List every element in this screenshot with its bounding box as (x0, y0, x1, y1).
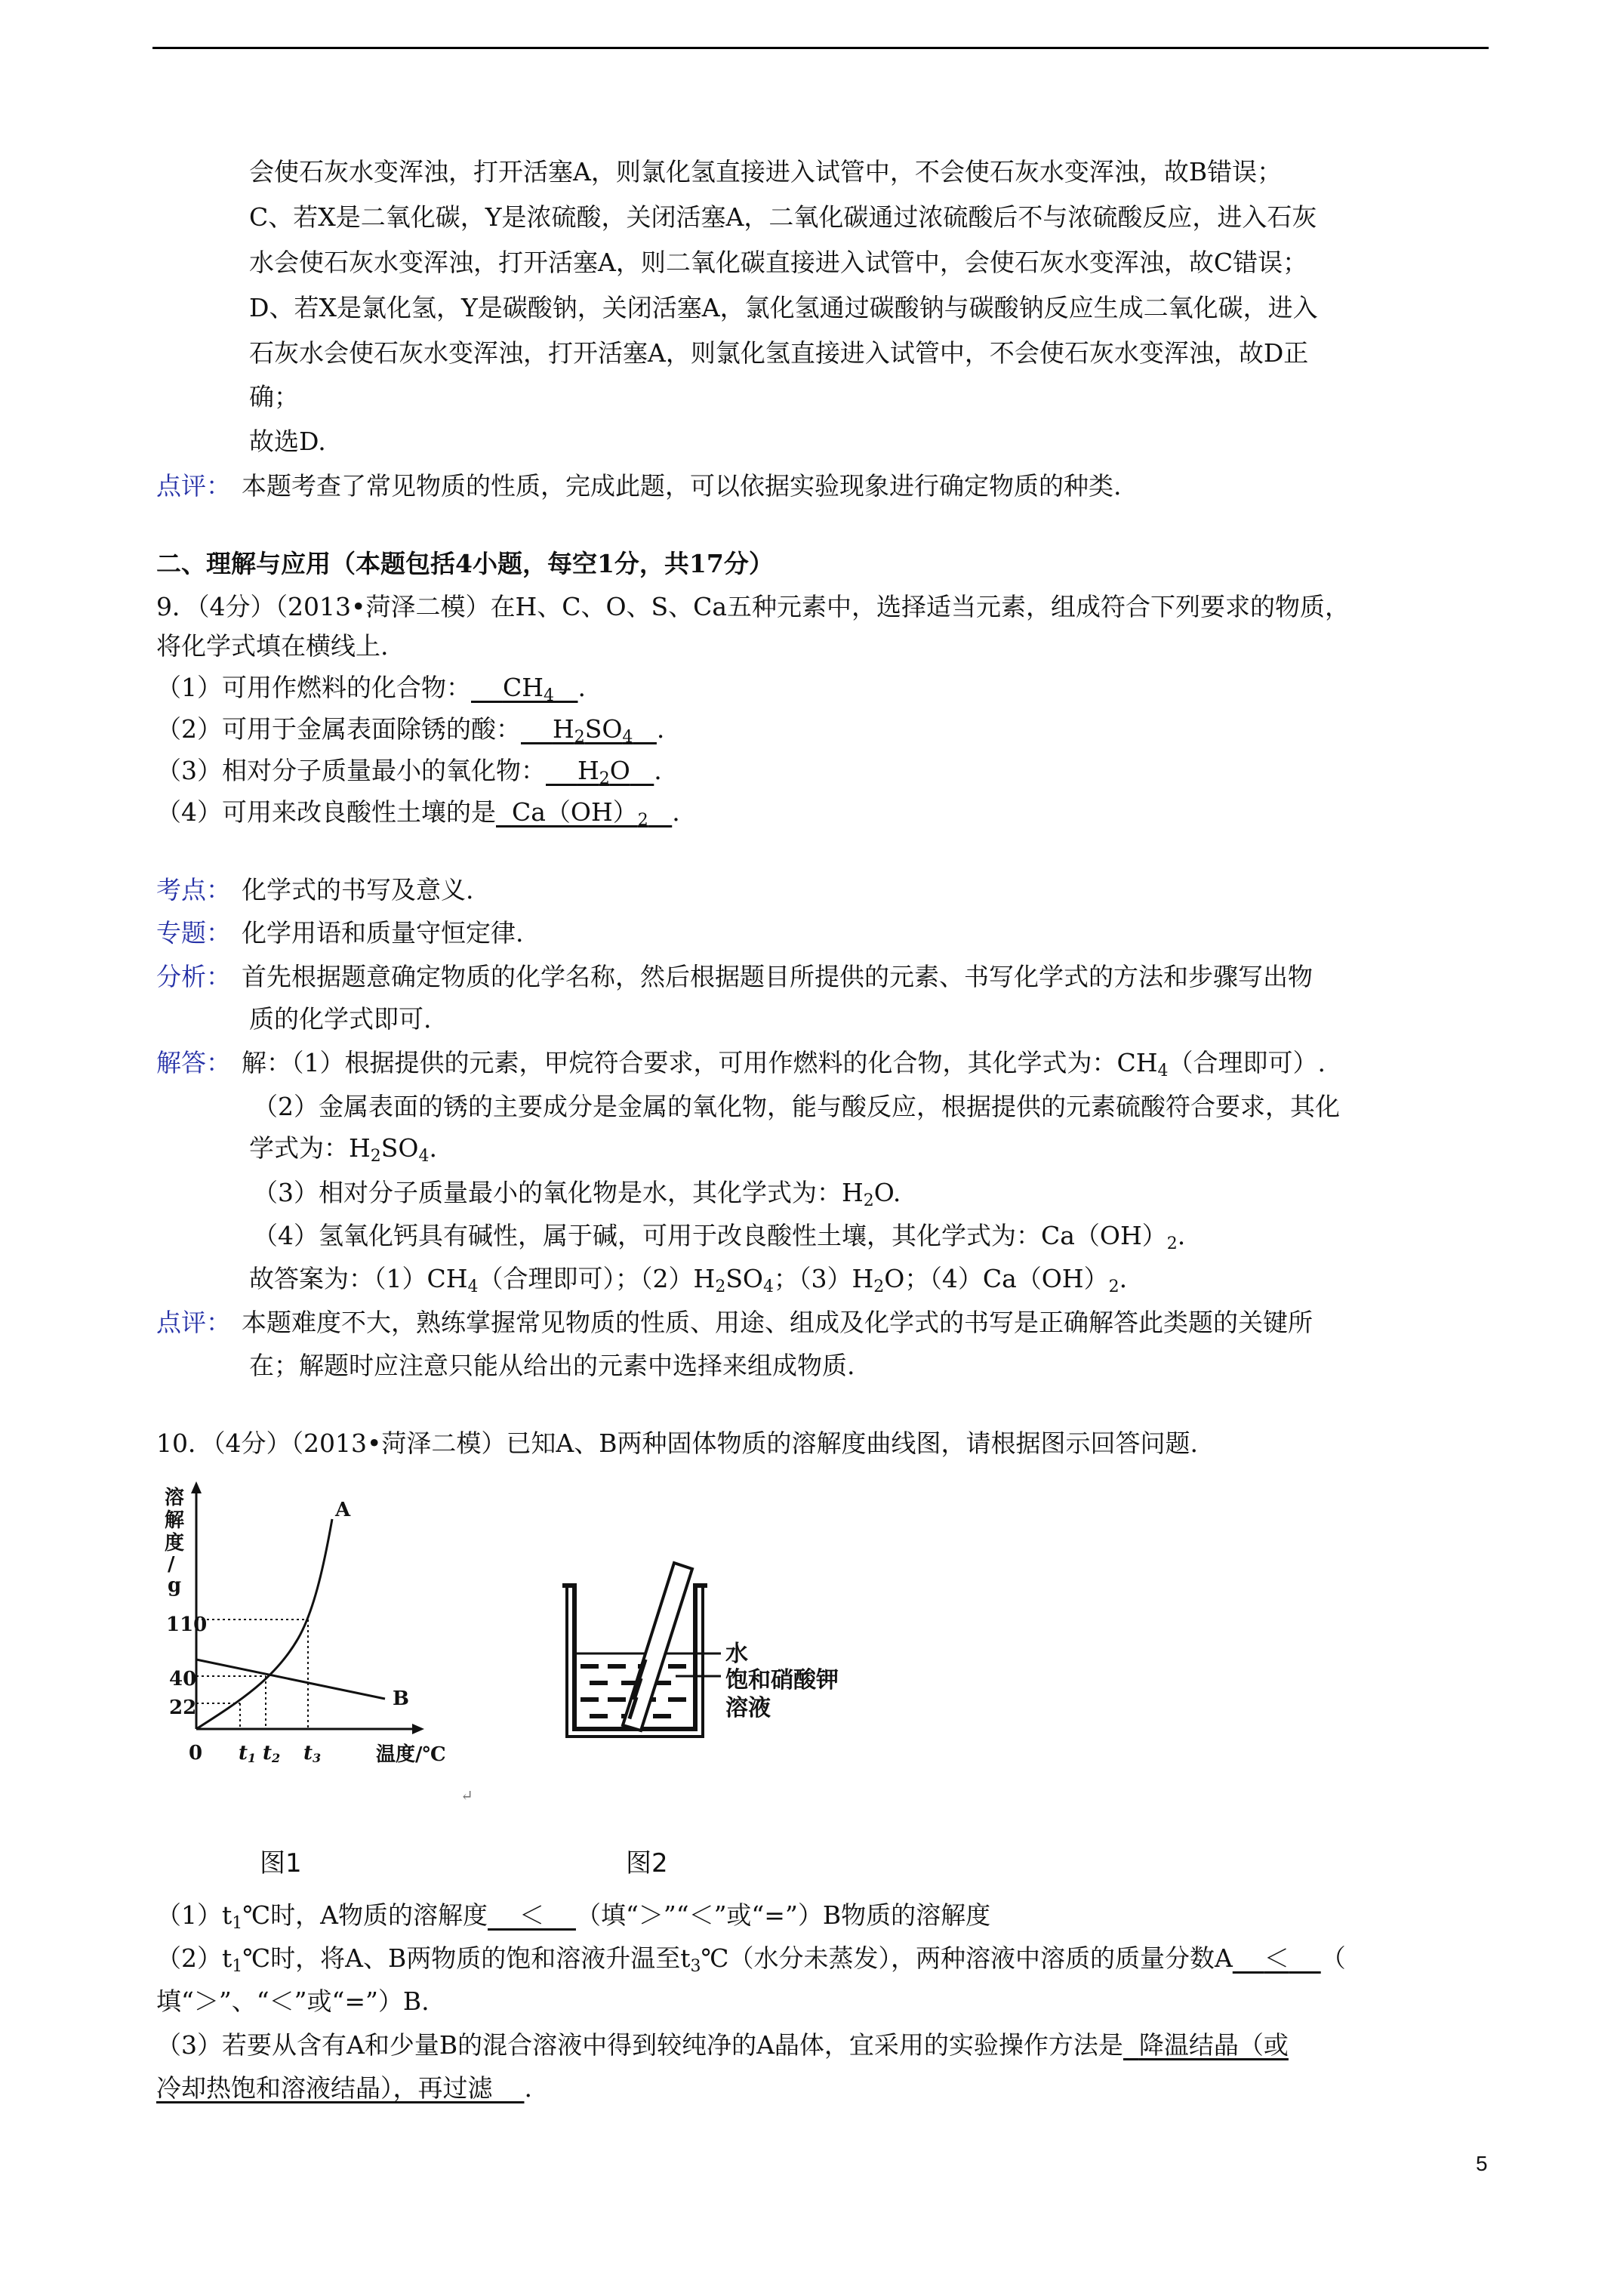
ylabel-char: g (168, 1574, 182, 1597)
series-label-a: A (335, 1499, 351, 1521)
q9-p4-text: （4）可用来改良酸性土壤的是 (156, 797, 496, 827)
q9-stem: 9．（4分）（2013•菏泽二模）在H、C、O、S、Ca五种元素中，选择适当元素，组成符合下列要求的物质， (156, 592, 1350, 621)
q9-p1-text: （1）可用作燃料的化合物： (156, 673, 471, 702)
y-tick-label: 110 (166, 1613, 208, 1636)
y-tick-label: 22 (169, 1697, 197, 1719)
dp-text: 本题难度不大，熟练掌握常见物质的性质、用途、组成及化学式的书写是正确解答此类题的关键所 (242, 1308, 1313, 1337)
q10-p2-answer: ＜ (1264, 1943, 1289, 1973)
q9-p3-text: （3）相对分子质量最小的氧化物： (156, 756, 546, 785)
x-axis-arrow (412, 1724, 424, 1734)
text-line: 学式为：$H_2SO_4$. (249, 1133, 437, 1166)
q9-p4-answer: $Ca(OH)_2$ (511, 797, 648, 830)
x-tick-label: t1 (239, 1742, 257, 1765)
fx-text: 首先根据题意确定物质的化学名称，然后根据题目所提供的元素、书写化学式的方法和步骤写出物 (242, 962, 1313, 991)
text-line: （3）相对分子质量最小的氧化物是水，其化学式为：$H_2O$. (253, 1178, 901, 1210)
kd-label: 考点： (156, 875, 231, 905)
zt-text: 化学用语和质量守恒定律. (242, 918, 524, 948)
q10-part3-cont: 冷却热饱和溶液结晶），再过滤 . (156, 2073, 532, 2103)
kd-row (156, 872, 474, 908)
text-line: 水会使石灰水变浑浊，打开活塞A，则二氧化碳直接进入试管中，会使石灰水变浑浊，故C错误； (249, 248, 1308, 277)
comment-text: 本题考查了常见物质的性质，完成此题，可以依据实验现象进行确定物质的种类. (242, 471, 1122, 501)
x-tick-label: 0 (189, 1742, 203, 1764)
solubility-chart (151, 1480, 483, 1804)
kd-text: 化学式的书写及意义. (242, 875, 474, 905)
text-line: 故选D. (249, 427, 326, 456)
x-tick-label: t2 (263, 1742, 281, 1765)
q9-p3-answer: $H_2O$ (577, 756, 630, 788)
label-solution: 饱和硝酸钾 (725, 1667, 839, 1693)
text-line: 确； (249, 382, 299, 411)
text-line: 会使石灰水变浑浊，打开活塞A，则氯化氢直接进入试管中，不会使石灰水变浑浊，故B错误； (249, 157, 1283, 186)
ylabel-char: 度 (165, 1532, 185, 1555)
fig1-caption: 图1 (260, 1848, 302, 1878)
dp-label: 点评： (156, 1308, 231, 1337)
series-line-a (196, 1519, 332, 1729)
q10-stem: 10．（4分）（2013•菏泽二模）已知A、B两种固体物质的溶解度曲线图，请根据图示回答问题. (156, 1428, 1199, 1458)
x-tick-label: t3 (303, 1742, 322, 1765)
return-mark: ↵ (460, 1786, 473, 1804)
q10-p3-answer: 降温结晶（或 (1138, 2030, 1289, 2060)
fig2-caption: 图2 (626, 1848, 668, 1878)
text-line: D、若X是氯化氢，Y是碳酸钠，关闭活塞A，氯化氢通过碳酸钠与碳酸钠反应生成二氧化碳，进入 (249, 293, 1318, 322)
x-axis-label: 温度/℃ (376, 1743, 446, 1766)
q9-part2: （2）可用于金属表面除锈的酸： $H_2SO_4$ . (156, 714, 665, 747)
q9-p2-answer: $H_2SO_4$ (552, 714, 633, 747)
ylabel-char: / (168, 1553, 175, 1576)
q10-part2: $(2)t_1℃$时，将A、B两物质的饱和溶液升温至$t_3℃$（水分未蒸发），两种溶液中溶质的质量分数A ＜ （ (156, 1943, 1346, 1976)
comment-label: 点评： (156, 471, 231, 501)
label-solution-2: 溶液 (725, 1695, 771, 1721)
text-line: （4）氢氧化钙具有碱性，属于碱，可用于改良酸性土壤，其化学式为：$Ca(OH)_2$. (253, 1221, 1186, 1253)
q9-p1-answer: $CH_4$ (502, 673, 554, 705)
text-line: 填“＞”、“＜”或“=”）B. (156, 1986, 430, 2016)
fx-row (156, 959, 1313, 995)
q9-part1: （1）可用作燃料的化合物： $CH_4$ . (156, 673, 586, 705)
q9-part4: （4）可用来改良酸性土壤的是 $Ca(OH)_2$ . (156, 797, 680, 830)
ylabel-char: 溶 (165, 1487, 185, 1509)
q10-p1-answer: ＜ (519, 1900, 544, 1930)
text-line: C、若X是二氧化碳，Y是浓硫酸，关闭活塞A，二氧化碳通过浓硫酸后不与浓硫酸反应，进入石灰 (249, 202, 1317, 232)
ylabel-char: 解 (165, 1509, 185, 1532)
section-title: 二、理解与应用（本题包括4小题，每空1分，共17分） (156, 549, 774, 578)
beaker-figure (547, 1555, 895, 1767)
comment-row (156, 468, 1122, 504)
label-water: 水 (725, 1641, 748, 1667)
q10-part1: $(1)t_1℃$时，A物质的溶解度 ＜ （填“＞”“＜”或“=”）B物质的溶解度 (156, 1900, 991, 1933)
jd-label: 解答： (156, 1048, 231, 1077)
text-line: 石灰水会使石灰水变浑浊，打开活塞A，则氯化氢直接进入试管中，不会使石灰水变浑浊，故D正 (249, 338, 1309, 368)
text-line: 在；解题时应注意只能从给出的元素中选择来组成物质. (249, 1351, 855, 1380)
page-number: 5 (1476, 2152, 1488, 2175)
q9-stem: 将化学式填在横线上. (156, 631, 389, 661)
q10-part3: （3）若要从含有A和少量B的混合溶液中得到较纯净的A晶体，宜采用的实验操作方法是 降温结晶（或 (156, 2030, 1289, 2060)
series-label-b: B (393, 1687, 409, 1710)
series-line-b (196, 1660, 385, 1699)
y-axis-arrow (191, 1481, 202, 1493)
text-line: 故答案为：$(1)CH_4$（合理即可）；$(2)H_2SO_4$；$(3)H_2O$；$(4)Ca(OH)_2$. (249, 1264, 1128, 1296)
q9-p2-text: （2）可用于金属表面除锈的酸： (156, 714, 521, 744)
zt-row (156, 915, 524, 951)
q10-p3-answer-cont: 冷却热饱和溶液结晶），再过滤 (156, 2073, 493, 2103)
zt-label: 专题： (156, 918, 231, 948)
fx-label: 分析： (156, 962, 231, 991)
header-rule (152, 47, 1489, 49)
text-line: 质的化学式即可. (249, 1004, 432, 1034)
dp-row (156, 1305, 1313, 1341)
y-tick-label: 40 (169, 1668, 197, 1690)
text-line: （2）金属表面的锈的主要成分是金属的氧化物，能与酸反应，根据提供的元素硫酸符合要求，其化 (253, 1092, 1340, 1121)
q9-part3: （3）相对分子质量最小的氧化物： $H_2O$ . (156, 756, 662, 788)
jd-row (156, 1045, 1326, 1081)
jd-text: 解：（1）根据提供的元素，甲烷符合要求，可用作燃料的化合物，其化学式为：$CH_4$（合理即可）. (242, 1048, 1326, 1080)
